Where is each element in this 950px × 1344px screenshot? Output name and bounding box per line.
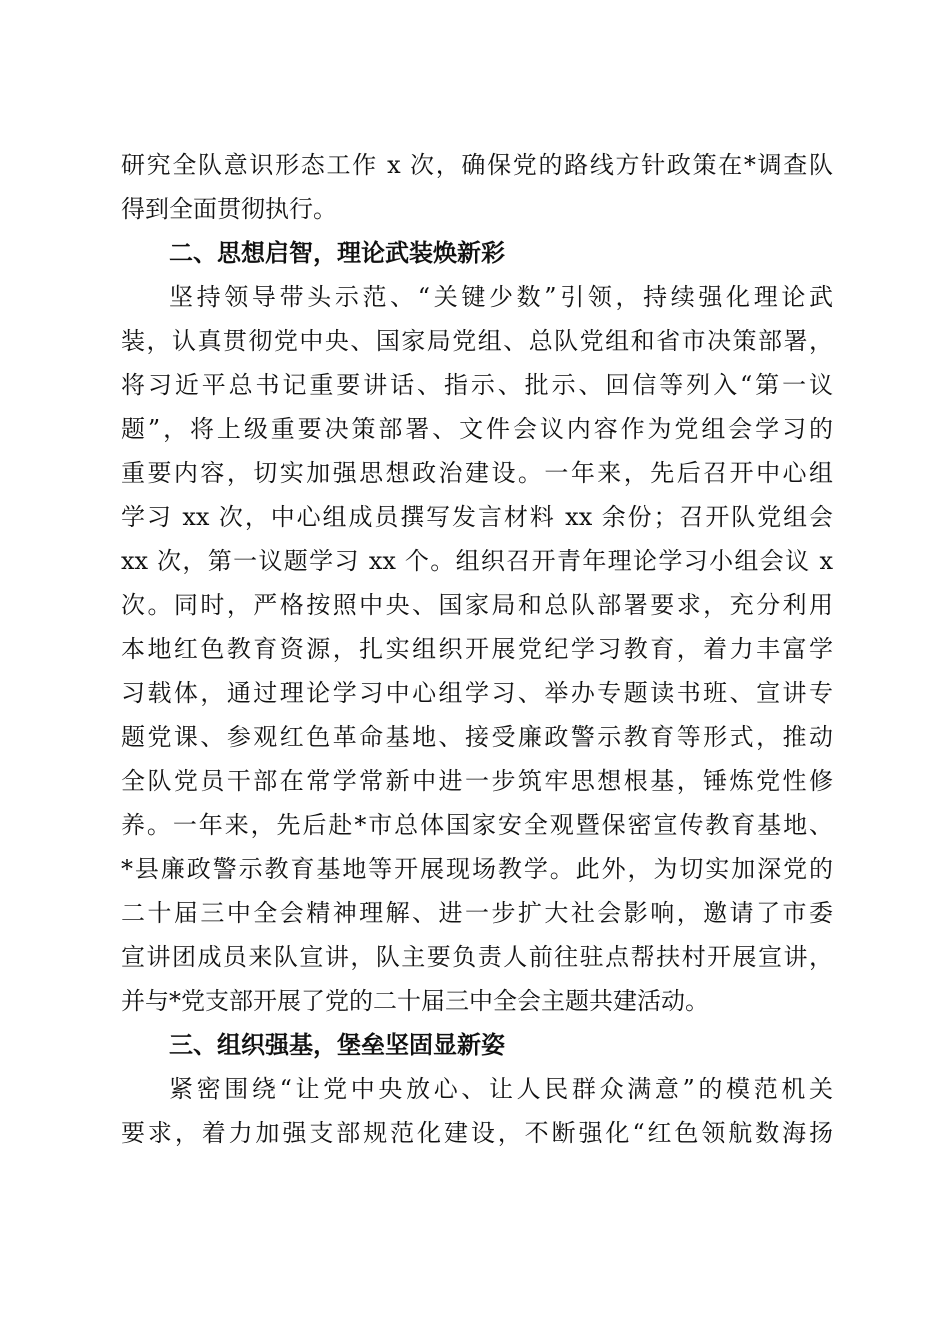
paragraph-line: 习载体，通过理论学习中心组学习、举办专题读书班、宣讲专 bbox=[121, 679, 833, 707]
paragraph-line: xx 次，第一议题学习 xx 个。组织召开青年理论学习小组会议 x bbox=[121, 547, 833, 575]
paragraph-line: 要求，着力加强支部规范化建设，不断强化“红色领航数海扬 bbox=[121, 1119, 833, 1147]
paragraph-line: 将习近平总书记重要讲话、指示、批示、回信等列入“第一议 bbox=[121, 371, 833, 399]
paragraph-line: 宣讲团成员来队宣讲，队主要负责人前往驻点帮扶村开展宣讲， bbox=[121, 943, 833, 971]
paragraph-line: 研究全队意识形态工作 x 次，确保党的路线方针政策在*调查队 bbox=[121, 151, 833, 179]
paragraph-line: 二十届三中全会精神理解、进一步扩大社会影响，邀请了市委 bbox=[121, 899, 833, 927]
section-heading: 三、组织强基，堡垒坚固显新姿 bbox=[169, 1031, 505, 1059]
paragraph-line: 并与*党支部开展了党的二十届三中全会主题共建活动。 bbox=[121, 987, 709, 1015]
paragraph-line: 本地红色教育资源，扎实组织开展党纪学习教育，着力丰富学 bbox=[121, 635, 833, 663]
paragraph-line: 题党课、参观红色革命基地、接受廉政警示教育等形式，推动 bbox=[121, 723, 833, 751]
paragraph-line: 得到全面贯彻执行。 bbox=[121, 195, 337, 223]
paragraph-line: 全队党员干部在常学常新中进一步筑牢思想根基，锤炼党性修 bbox=[121, 767, 833, 795]
paragraph-line: *县廉政警示教育基地等开展现场教学。此外，为切实加深党的 bbox=[121, 855, 833, 883]
section-heading: 二、思想启智，理论武装焕新彩 bbox=[169, 239, 505, 267]
paragraph-line: 坚持领导带头示范、“关键少数”引领，持续强化理论武 bbox=[169, 283, 833, 311]
paragraph-line: 题”，将上级重要决策部署、文件会议内容作为党组会学习的 bbox=[121, 415, 833, 443]
paragraph-line: 养。一年来，先后赴*市总体国家安全观暨保密宣传教育基地、 bbox=[121, 811, 833, 839]
paragraph-line: 装，认真贯彻党中央、国家局党组、总队党组和省市决策部署， bbox=[121, 327, 833, 355]
paragraph-line: 学习 xx 次，中心组成员撰写发言材料 xx 余份；召开队党组会 bbox=[121, 503, 833, 531]
paragraph-line: 重要内容，切实加强思想政治建设。一年来，先后召开中心组 bbox=[121, 459, 833, 487]
paragraph-line: 次。同时，严格按照中央、国家局和总队部署要求，充分利用 bbox=[121, 591, 833, 619]
paragraph-line: 紧密围绕“让党中央放心、让人民群众满意”的模范机关 bbox=[169, 1075, 833, 1103]
